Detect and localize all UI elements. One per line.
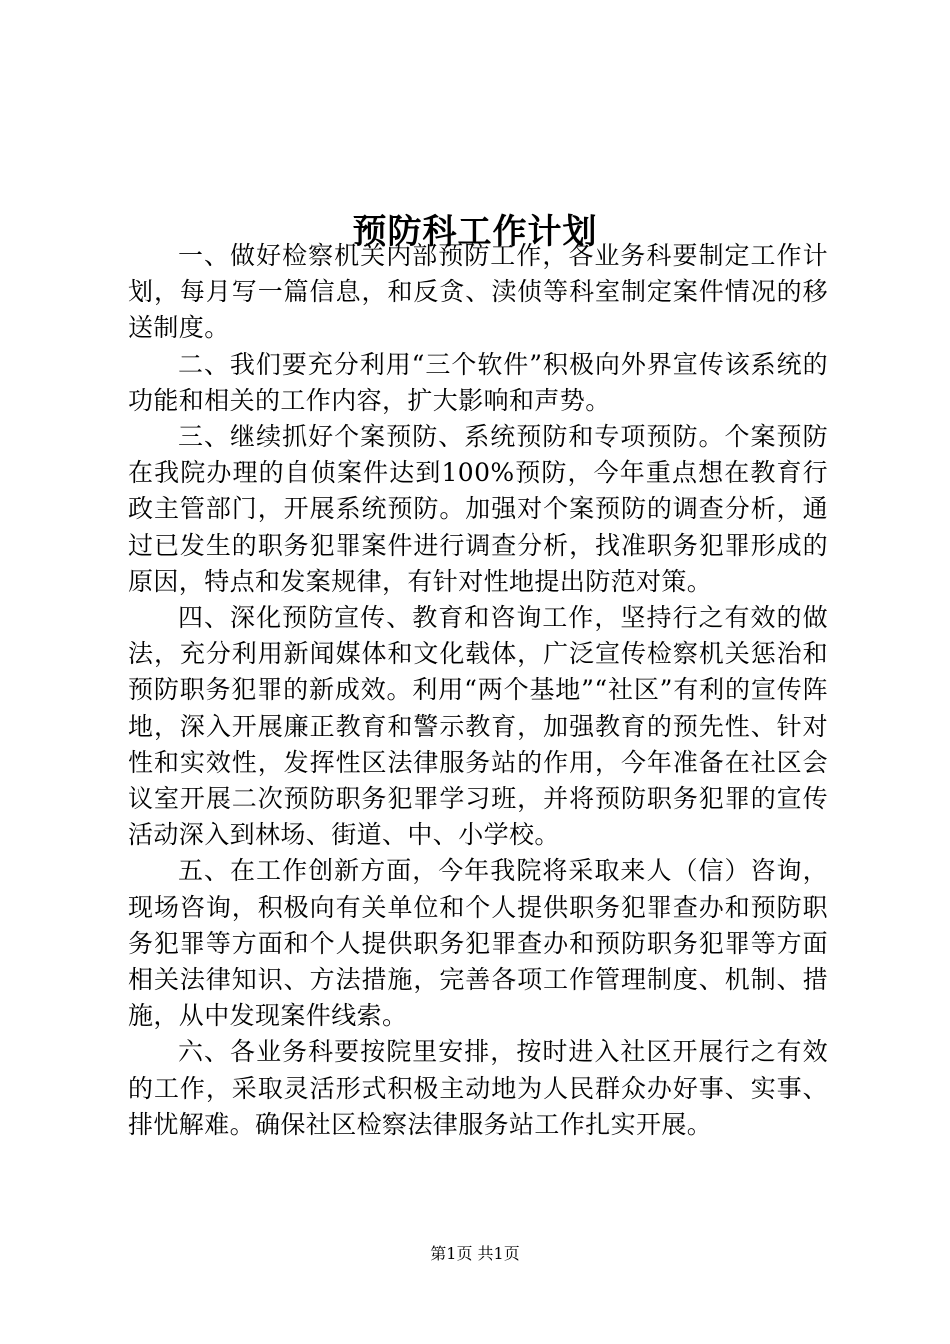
paragraph-4: 四、深化预防宣传、教育和咨询工作，坚持行之有效的做法，充分利用新闻媒体和文化载体，广泛宣传检察机关惩治和预防职务犯罪的新成效。利用“两个基地”“社区”有利的宣传阵地，深入开展廉正教育和警示教育，加强教育的预先性、针对性和实效性，发挥性区法律服务站的作用，今年准备在社区会议室开展二次预防职务犯罪学习班，并将预防职务犯罪的宣传活动深入到林场、街道、中、小学校。	[128, 603, 828, 850]
page-footer: 第1页 共1页	[430, 1244, 520, 1263]
paragraph-1: 一、做好检察机关内部预防工作，各业务科要制定工作计划，每月写一篇信息，和反贪、渎侦等科室制定案件情况的移送制度。	[128, 241, 828, 343]
document-body	[128, 238, 828, 1143]
paragraph-3: 三、继续抓好个案预防、系统预防和专项预防。个案预防在我院办理的自侦案件达到100%预防，今年重点想在教育行政主管部门，开展系统预防。加强对个案预防的调查分析，通过已发生的职务犯罪案件进行调查分析，找准职务犯罪形成的原因，特点和发案规律，有针对性地提出防范对策。	[128, 422, 828, 596]
paragraph-5: 五、在工作创新方面，今年我院将采取来人（信）咨询，现场咨询，积极向有关单位和个人提供职务犯罪查办和预防职务犯罪等方面和个人提供职务犯罪查办和预防职务犯罪等方面相关法律知识、方法措施，完善各项工作管理制度、机制、措施，从中发现案件线索。	[128, 856, 828, 1031]
paragraph-6: 六、各业务科要按院里安排，按时进入社区开展行之有效的工作，采取灵活形式积极主动地为人民群众办好事、实事、排忧解难。确保社区检察法律服务站工作扎实开展。	[128, 1037, 828, 1139]
document-title: 预防科工作计划	[352, 211, 598, 252]
paragraph-2: 二、我们要充分利用“三个软件”积极向外界宣传该系统的功能和相关的工作内容，扩大影响和声势。	[128, 349, 828, 415]
